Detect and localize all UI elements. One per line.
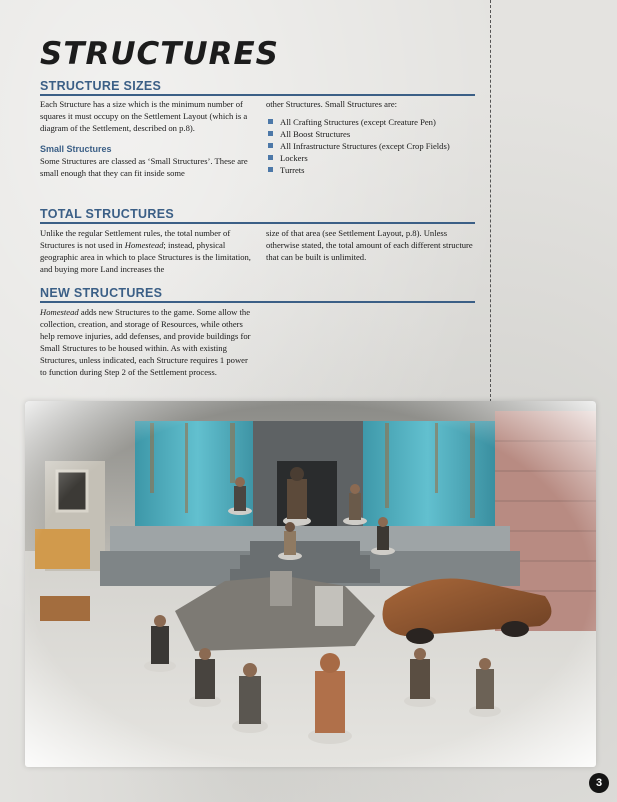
list-item: All Infrastructure Structures (except Crop Fields) — [266, 140, 481, 152]
list-item: Lockers — [266, 152, 481, 164]
new-structures-text — [40, 306, 252, 378]
section-heading-structure-sizes: STRUCTURE SIZES — [40, 79, 475, 96]
text-fragment: ; instead, physical geographic area in which to place Structures is the limitation, and buying more Land increases the — [40, 240, 251, 274]
game-title-emphasis: Homestead — [124, 240, 164, 250]
structure-sizes-right-column — [266, 98, 481, 176]
total-structures-left-column — [40, 227, 252, 275]
game-title-emphasis: Homestead — [40, 307, 79, 317]
list-item: All Boost Structures — [266, 128, 481, 140]
total-structures-right-column — [266, 227, 478, 263]
small-structures-lead: other Structures. Small Structures are: — [266, 99, 398, 109]
list-item: All Crafting Structures (except Creature Pen) — [266, 116, 481, 128]
section-heading-new-structures: NEW STRUCTURES — [40, 286, 475, 303]
structure-sizes-intro: Each Structure has a size which is the minimum number of squares it must occupy on the Settlement Layout (which is a diagram of the Settlement, described on p.8). — [40, 99, 248, 133]
small-structures-text: Some Structures are classed as ‘Small Structures’. These are small enough that they can fit inside some — [40, 156, 248, 178]
cut-guide-line — [490, 0, 491, 402]
photo-vignette — [25, 401, 596, 767]
structure-sizes-left-column — [40, 98, 252, 179]
diorama-illustration — [25, 401, 596, 767]
total-structures-right-text: size of that area (see Settlement Layout, p.8). Unless otherwise stated, the total amount of each different structure that can be built is unlimited. — [266, 228, 473, 262]
list-item: Turrets — [266, 164, 481, 176]
text-fragment: adds new Structures to the game. Some allow the collection, creation, and storage of Resources, while others help remove injuries, add defenses, and provide buildings for Small Structures to be housed within. As with existing Structures, unless indicated, each Structure requires 1 power to function during Step 2 of the Settlement process. — [40, 307, 251, 377]
page-number: 3 — [589, 773, 609, 793]
page-title: STRUCTURES — [40, 36, 279, 72]
new-structures-column — [40, 306, 252, 378]
text-fragment: Unlike the regular Settlement rules, the total number of Structures is not used in — [40, 228, 231, 250]
small-structures-subheading: Small Structures — [40, 144, 112, 154]
total-structures-left-text — [40, 227, 252, 275]
small-structures-list — [266, 116, 481, 176]
section-heading-total-structures: TOTAL STRUCTURES — [40, 207, 475, 224]
diorama-photo — [25, 401, 596, 767]
